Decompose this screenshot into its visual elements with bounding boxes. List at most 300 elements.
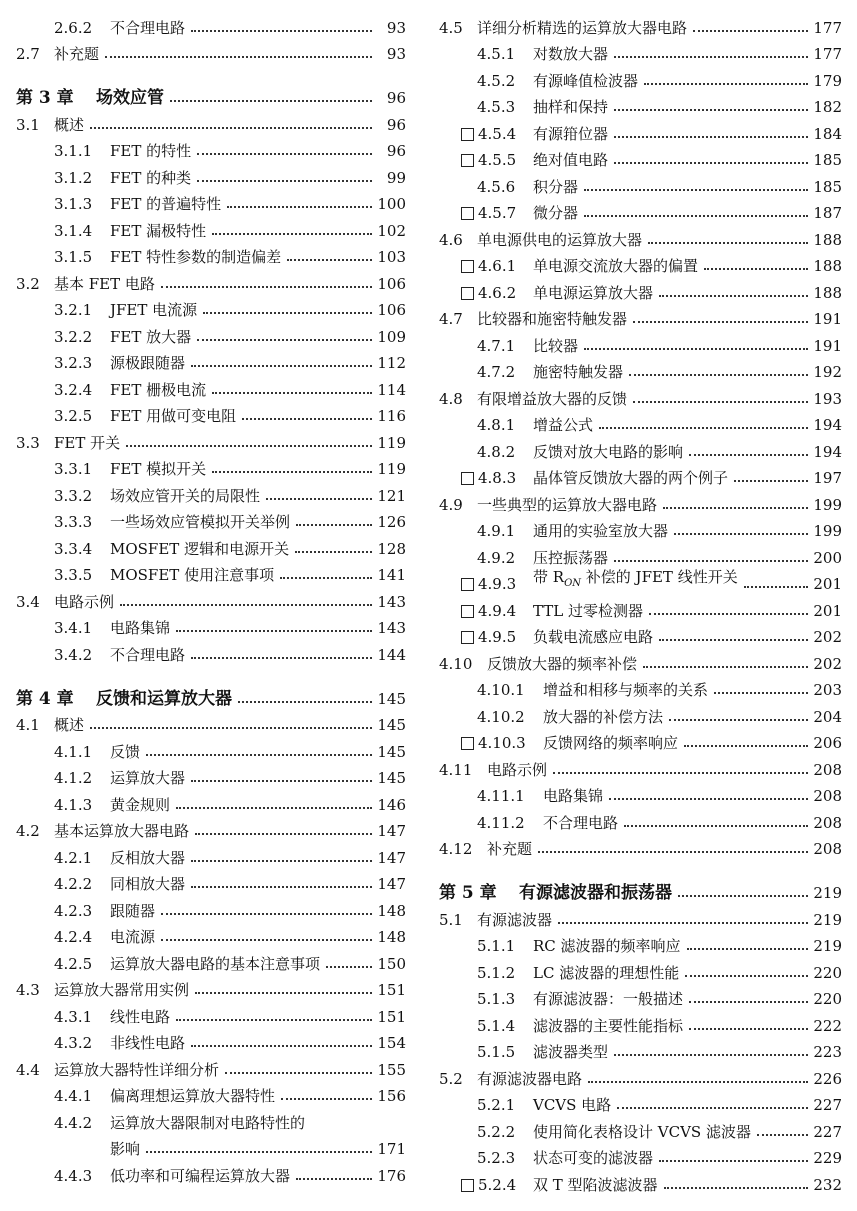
page-number: 177: [813, 18, 842, 37]
entry-title: 电路示例: [54, 592, 115, 611]
entry-number: 5.1.1: [477, 937, 516, 955]
optional-section-box-icon: [461, 207, 474, 220]
page-number: 143: [377, 592, 406, 611]
entry-title: 负载电流感应电路: [533, 628, 654, 646]
toc-entry[interactable]: [439, 381, 842, 408]
page-number: 171: [377, 1140, 406, 1158]
toc-entry[interactable]: [439, 302, 842, 329]
page-number: 192: [813, 363, 842, 381]
page-number: 179: [813, 71, 842, 90]
toc-entry[interactable]: [439, 929, 842, 956]
toc-entry[interactable]: [16, 946, 406, 973]
toc-entry[interactable]: [16, 452, 406, 479]
toc-entry[interactable]: [439, 275, 842, 302]
page-number: 191: [813, 336, 842, 355]
page-number: 96: [386, 142, 406, 160]
entry-number: 3.2.5: [54, 407, 93, 425]
toc-entry[interactable]: [439, 408, 842, 435]
leader-dots: [161, 912, 372, 915]
entry-title: 增益公式: [533, 416, 594, 434]
entry-number: 4.8.2: [477, 442, 516, 461]
page-number: 201: [813, 601, 842, 620]
toc-entry[interactable]: [439, 461, 842, 488]
entry-title: 反馈: [110, 742, 141, 761]
page-number: 202: [813, 628, 842, 646]
page-number: 93: [386, 45, 406, 63]
toc-entry[interactable]: [16, 584, 406, 611]
entry-title: 单电源运算放大器: [533, 283, 654, 302]
entry-title: 反馈对放大电路的影响: [533, 442, 684, 461]
page-number: 193: [813, 389, 842, 408]
entry-number: 5.2.2: [477, 1122, 516, 1141]
entry-number: 4.8.1: [477, 416, 516, 434]
toc-entry[interactable]: [439, 355, 842, 382]
toc-entry[interactable]: [16, 240, 406, 267]
entry-number: 4.2.4: [54, 928, 93, 946]
chapter-entry[interactable]: [16, 664, 406, 708]
page-number: 116: [377, 407, 406, 425]
entry-number: 5.1: [439, 910, 463, 929]
entry-title: 反馈放大器的频率补偿: [487, 654, 638, 673]
leader-dots: [664, 1186, 808, 1189]
entry-title: FET 漏极特性: [110, 221, 207, 240]
toc-entry[interactable]: [439, 955, 842, 982]
leader-dots: [757, 1133, 808, 1136]
toc-entry[interactable]: [16, 213, 406, 240]
page-number: 219: [813, 884, 842, 902]
page-number: 232: [813, 1175, 842, 1194]
toc-entry[interactable]: [439, 805, 842, 832]
leader-dots: [684, 744, 808, 747]
page-number: 184: [813, 124, 842, 143]
entry-title: 增益和相移与频率的关系: [543, 681, 709, 699]
toc-entry[interactable]: [439, 982, 842, 1009]
entry-number: 3.1.1: [54, 142, 93, 160]
toc-entry[interactable]: [16, 637, 406, 664]
toc-entry[interactable]: [16, 893, 406, 920]
toc-entry[interactable]: [16, 611, 406, 638]
toc-entry[interactable]: [16, 787, 406, 814]
optional-section-box-icon: [461, 287, 474, 300]
toc-entry[interactable]: [439, 1167, 842, 1194]
optional-section-box-icon: [461, 154, 474, 167]
leader-dots: [146, 1150, 372, 1153]
toc-entry[interactable]: [439, 143, 842, 170]
page-number: 191: [813, 310, 842, 328]
page-number: 145: [377, 716, 406, 734]
leader-dots: [744, 585, 808, 588]
entry-number-text: 4.5.5: [478, 151, 517, 169]
entry-title: 微分器: [533, 204, 579, 222]
leader-dots: [584, 347, 808, 350]
page-number: 185: [813, 151, 842, 169]
entry-number: 第 5 章: [439, 883, 497, 903]
toc-entry[interactable]: [16, 814, 406, 841]
optional-section-box-icon: [461, 605, 474, 618]
toc-entry[interactable]: [439, 1008, 842, 1035]
leader-dots: [553, 771, 808, 774]
toc-entry[interactable]: [439, 1035, 842, 1062]
toc-entry[interactable]: [439, 1114, 842, 1141]
entry-number: 4.6: [439, 230, 463, 249]
entry-number: 4.7.2: [477, 363, 516, 381]
page-number: 188: [813, 283, 842, 302]
page-number: 148: [377, 928, 406, 946]
entry-number-text: 4.9.3: [478, 575, 517, 593]
entry-title: 运算放大器特性详细分析: [54, 1060, 220, 1079]
optional-section-box-icon: [461, 631, 474, 644]
toc-entry[interactable]: [16, 999, 406, 1026]
entry-number: 3.1: [16, 115, 40, 134]
toc-entry[interactable]: [439, 540, 842, 567]
entry-number-text: 4.9.5: [478, 628, 517, 646]
leader-dots: [191, 656, 372, 659]
entry-number: 4.2.2: [54, 875, 93, 893]
page-number: 200: [813, 548, 842, 567]
entry-number: 3.2: [16, 274, 40, 293]
entry-number: 3.1.3: [54, 195, 93, 213]
page-number: 114: [377, 380, 406, 399]
entry-number: 5.2.3: [477, 1149, 516, 1167]
entry-title: 反馈网络的频率响应: [543, 734, 679, 752]
entry-title: 电路示例: [487, 760, 548, 779]
page-number: 219: [813, 910, 842, 929]
leader-dots: [227, 205, 372, 208]
entry-number: 4.12: [439, 840, 473, 858]
entry-number: 4.5.6: [477, 177, 516, 196]
entry-title: 补充题: [54, 45, 100, 63]
entry-number: 4.3.2: [54, 1034, 93, 1052]
leader-dots: [649, 612, 808, 615]
entry-title: 概述: [54, 716, 85, 734]
entry-number: 3.4: [16, 592, 40, 611]
entry-number: 3.1.5: [54, 248, 93, 266]
toc-entry[interactable]: [16, 478, 406, 505]
leader-dots: [614, 55, 808, 58]
toc-entry[interactable]: [439, 196, 842, 223]
entry-title: VCVS 电路: [533, 1096, 612, 1114]
toc-entry[interactable]: [439, 593, 842, 620]
entry-title: 有源滤波器和振荡器: [519, 883, 672, 903]
toc-entry[interactable]: [439, 514, 842, 541]
entry-title: 状态可变的滤波器: [533, 1149, 654, 1167]
leader-dots: [126, 444, 372, 447]
entry-title: 对数放大器: [533, 45, 609, 63]
entry-number: 3.3.4: [54, 539, 93, 558]
page-number: 144: [377, 645, 406, 664]
toc-entry[interactable]: [439, 169, 842, 196]
entry-title: 运算放大器: [110, 769, 186, 787]
entry-number: 第 4 章: [16, 688, 74, 709]
leader-dots: [689, 453, 808, 456]
leader-dots: [242, 417, 372, 420]
toc-entry[interactable]: [16, 10, 406, 37]
entry-title: 线性电路: [110, 1007, 171, 1026]
toc-entry[interactable]: [16, 558, 406, 585]
entry-number-text: 4.5.4: [478, 124, 517, 143]
page-number: 194: [813, 442, 842, 461]
entry-title: 基本运算放大器电路: [54, 822, 190, 840]
toc-entry[interactable]: [16, 399, 406, 426]
entry-number: 4.4.1: [54, 1087, 93, 1105]
toc-entry[interactable]: [439, 63, 842, 90]
entry-title: FET 的普遍特性: [110, 195, 222, 213]
entry-title: 电流源: [110, 928, 156, 946]
page-number: 226: [813, 1069, 842, 1088]
page-number: 93: [386, 18, 406, 37]
leader-dots: [558, 921, 808, 924]
entry-title: 一些典型的运算放大器电路: [477, 495, 658, 514]
entry-title: 偏离理想运算放大器特性: [110, 1087, 276, 1105]
leader-dots: [614, 135, 808, 138]
toc-entry[interactable]: [16, 531, 406, 558]
leader-dots: [225, 1071, 372, 1074]
toc-entry[interactable]: [439, 434, 842, 461]
entry-title-subscript: ON: [564, 578, 582, 589]
page-number: 150: [377, 954, 406, 973]
entry-number: 4.2.1: [54, 848, 93, 867]
toc-entry[interactable]: [439, 249, 842, 276]
leader-dots: [191, 859, 372, 862]
toc-entry[interactable]: [439, 37, 842, 64]
toc-entry[interactable]: [16, 346, 406, 373]
leader-dots: [212, 391, 372, 394]
entry-title: FET 开关: [54, 433, 121, 452]
leader-dots: [659, 638, 808, 641]
toc-entry[interactable]: [16, 160, 406, 187]
entry-title: 比较器和施密特触发器: [477, 310, 628, 328]
entry-number: [439, 469, 533, 487]
entry-title: 电路集锦: [543, 787, 604, 805]
entry-number: 5.1.4: [477, 1016, 516, 1035]
toc-entry[interactable]: [439, 487, 842, 514]
toc-entry[interactable]: [439, 1061, 842, 1088]
page-number: 143: [377, 619, 406, 637]
entry-title: RC 滤波器的频率响应: [533, 937, 681, 955]
toc-entry[interactable]: [439, 567, 842, 594]
page-number: 155: [377, 1060, 406, 1079]
entry-number-text: 5.2.4: [478, 1175, 517, 1194]
entry-number: 4.11.1: [477, 787, 525, 805]
toc-entry[interactable]: [16, 505, 406, 532]
entry-title: 运算放大器限制对电路特性的: [110, 1113, 306, 1132]
entry-title: 单电源交流放大器的偏置: [533, 257, 699, 275]
entry-title: 绝对值电路: [533, 151, 609, 169]
page-number: 126: [377, 513, 406, 531]
entry-number: 4.5.3: [477, 98, 516, 116]
entry-number-text: 4.6.2: [478, 283, 517, 302]
leader-dots: [617, 1106, 808, 1109]
entry-title: 晶体管反馈放大器的两个例子: [533, 469, 729, 487]
toc-entry[interactable]: [439, 222, 842, 249]
toc-entry[interactable]: [439, 1088, 842, 1115]
toc-entry[interactable]: [16, 134, 406, 161]
page-number: 147: [377, 822, 406, 840]
entry-number: 5.1.3: [477, 990, 516, 1008]
chapter-entry[interactable]: [16, 63, 406, 107]
toc-entry[interactable]: [16, 187, 406, 214]
entry-number: [439, 284, 533, 302]
toc-entry[interactable]: [16, 37, 406, 64]
toc-entry[interactable]: [439, 752, 842, 779]
entry-title: 抽样和保持: [533, 98, 609, 116]
leader-dots: [105, 55, 372, 58]
toc-entry[interactable]: [439, 902, 842, 929]
toc-entry[interactable]: [439, 779, 842, 806]
toc-entry[interactable]: [16, 1079, 406, 1106]
leader-dots: [191, 364, 372, 367]
entry-title: 黄金规则: [110, 795, 171, 814]
entry-number: [439, 602, 533, 620]
toc-entry[interactable]: [16, 734, 406, 761]
toc-entry[interactable]: [16, 425, 406, 452]
entry-number: 3.4.1: [54, 619, 93, 637]
leader-dots: [170, 99, 372, 102]
leader-dots: [584, 214, 808, 217]
page-number: 202: [813, 654, 842, 673]
toc-entry[interactable]: [439, 10, 842, 37]
toc-right-column: [439, 10, 842, 1194]
entry-number: 4.1.3: [54, 795, 93, 814]
entry-number: 4.7: [439, 310, 463, 328]
toc-entry[interactable]: [439, 328, 842, 355]
leader-dots: [669, 718, 808, 721]
optional-section-box-icon: [461, 737, 474, 750]
toc-entry: [16, 1105, 406, 1132]
entry-number: 4.2: [16, 822, 40, 840]
page-number: 119: [377, 460, 406, 478]
toc-entry[interactable]: [16, 1052, 406, 1079]
entry-number: 5.2: [439, 1069, 463, 1088]
entry-number: 3.1.2: [54, 168, 93, 187]
entry-title: 源极跟随器: [110, 354, 186, 372]
toc-entry[interactable]: [16, 973, 406, 1000]
entry-number: 5.1.5: [477, 1043, 516, 1061]
leader-dots: [588, 1080, 808, 1083]
toc-entry[interactable]: [16, 266, 406, 293]
toc-entry[interactable]: [16, 107, 406, 134]
leader-dots: [266, 497, 372, 500]
leader-dots: [191, 1044, 372, 1047]
page-number: 204: [813, 707, 842, 726]
toc-entry[interactable]: [439, 90, 842, 117]
leader-dots: [295, 550, 372, 553]
toc-entry[interactable]: [16, 840, 406, 867]
toc-entry[interactable]: [439, 1141, 842, 1168]
toc-entry[interactable]: [16, 319, 406, 346]
leader-dots: [191, 885, 372, 888]
entry-number-text: 4.8.3: [478, 469, 517, 487]
entry-number: 4.2.3: [54, 901, 93, 920]
entry-title: 施密特触发器: [533, 363, 624, 381]
toc-entry[interactable]: [16, 920, 406, 947]
page-number: 203: [813, 681, 842, 699]
entry-number: 4.9: [439, 495, 463, 514]
toc-entry[interactable]: [439, 726, 842, 753]
entry-title: 比较器: [533, 336, 579, 355]
entry-number: [439, 1176, 533, 1194]
entry-number: 3.3.3: [54, 513, 93, 531]
toc-entry[interactable]: [16, 372, 406, 399]
toc-entry[interactable]: [439, 673, 842, 700]
entry-number: 4.8: [439, 389, 463, 408]
entry-number: 4.1.2: [54, 769, 93, 787]
page-number: 185: [813, 177, 842, 196]
optional-section-box-icon: [461, 578, 474, 591]
entry-title: 不合理电路: [110, 645, 186, 664]
page-number: 145: [377, 689, 406, 708]
page-number: 128: [377, 539, 406, 558]
entry-number: 3.2.2: [54, 327, 93, 346]
page-number: 102: [377, 221, 406, 240]
entry-title: FET 放大器: [110, 327, 192, 346]
page-number: 148: [377, 901, 406, 920]
leader-dots: [614, 1053, 808, 1056]
leader-dots: [659, 294, 808, 297]
leader-dots: [689, 1027, 808, 1030]
toc-entry[interactable]: [16, 708, 406, 735]
leader-dots: [197, 152, 372, 155]
entry-title: 滤波器类型: [533, 1043, 609, 1061]
leader-dots: [687, 947, 808, 950]
entry-number: 4.1: [16, 716, 40, 734]
page-number: 201: [813, 575, 842, 593]
chapter-entry[interactable]: [439, 858, 842, 902]
leader-dots: [629, 373, 808, 376]
entry-number: 4.2.5: [54, 954, 93, 973]
entry-title: 同相放大器: [110, 875, 186, 893]
toc-entry[interactable]: [439, 699, 842, 726]
toc-entry[interactable]: [16, 1158, 406, 1185]
entry-title: FET 的特性: [110, 142, 192, 160]
entry-number: 4.4: [16, 1060, 40, 1079]
entry-title: 单电源供电的运算放大器: [477, 230, 643, 249]
toc-entry[interactable]: [16, 1026, 406, 1053]
toc-entry[interactable]: [16, 293, 406, 320]
entry-title: MOSFET 逻辑和电源开关: [110, 539, 290, 558]
page-number: 156: [377, 1087, 406, 1105]
toc-entry[interactable]: [439, 832, 842, 859]
page-number: 220: [813, 963, 842, 982]
toc-entry[interactable]: [439, 646, 842, 673]
entry-title: 有限增益放大器的反馈: [477, 389, 628, 408]
toc-entry[interactable]: [439, 116, 842, 143]
toc-entry[interactable]: [16, 1132, 406, 1159]
leader-dots: [663, 506, 808, 509]
entry-title: [533, 568, 742, 593]
leader-dots: [614, 108, 808, 111]
page-number: 112: [377, 354, 406, 372]
toc-entry[interactable]: [439, 620, 842, 647]
entry-title: 有源峰值检波器: [533, 71, 639, 90]
toc-entry[interactable]: [16, 761, 406, 788]
entry-number-text: 4.6.1: [478, 257, 517, 275]
leader-dots: [176, 1018, 372, 1021]
toc-entry[interactable]: [16, 867, 406, 894]
entry-title-part: 补偿的 JFET 线性开关: [581, 568, 738, 586]
leader-dots: [212, 470, 372, 473]
entry-title: FET 栅极电流: [110, 380, 207, 399]
entry-title: 非线性电路: [110, 1034, 186, 1052]
page-number: 99: [386, 168, 406, 187]
page-number: 227: [813, 1096, 842, 1114]
leader-dots: [280, 576, 372, 579]
entry-number-text: 4.9.4: [478, 601, 517, 620]
leader-dots: [685, 974, 808, 977]
entry-title: FET 的种类: [110, 168, 192, 187]
entry-number: 4.11.2: [477, 813, 525, 832]
leader-dots: [599, 426, 808, 429]
